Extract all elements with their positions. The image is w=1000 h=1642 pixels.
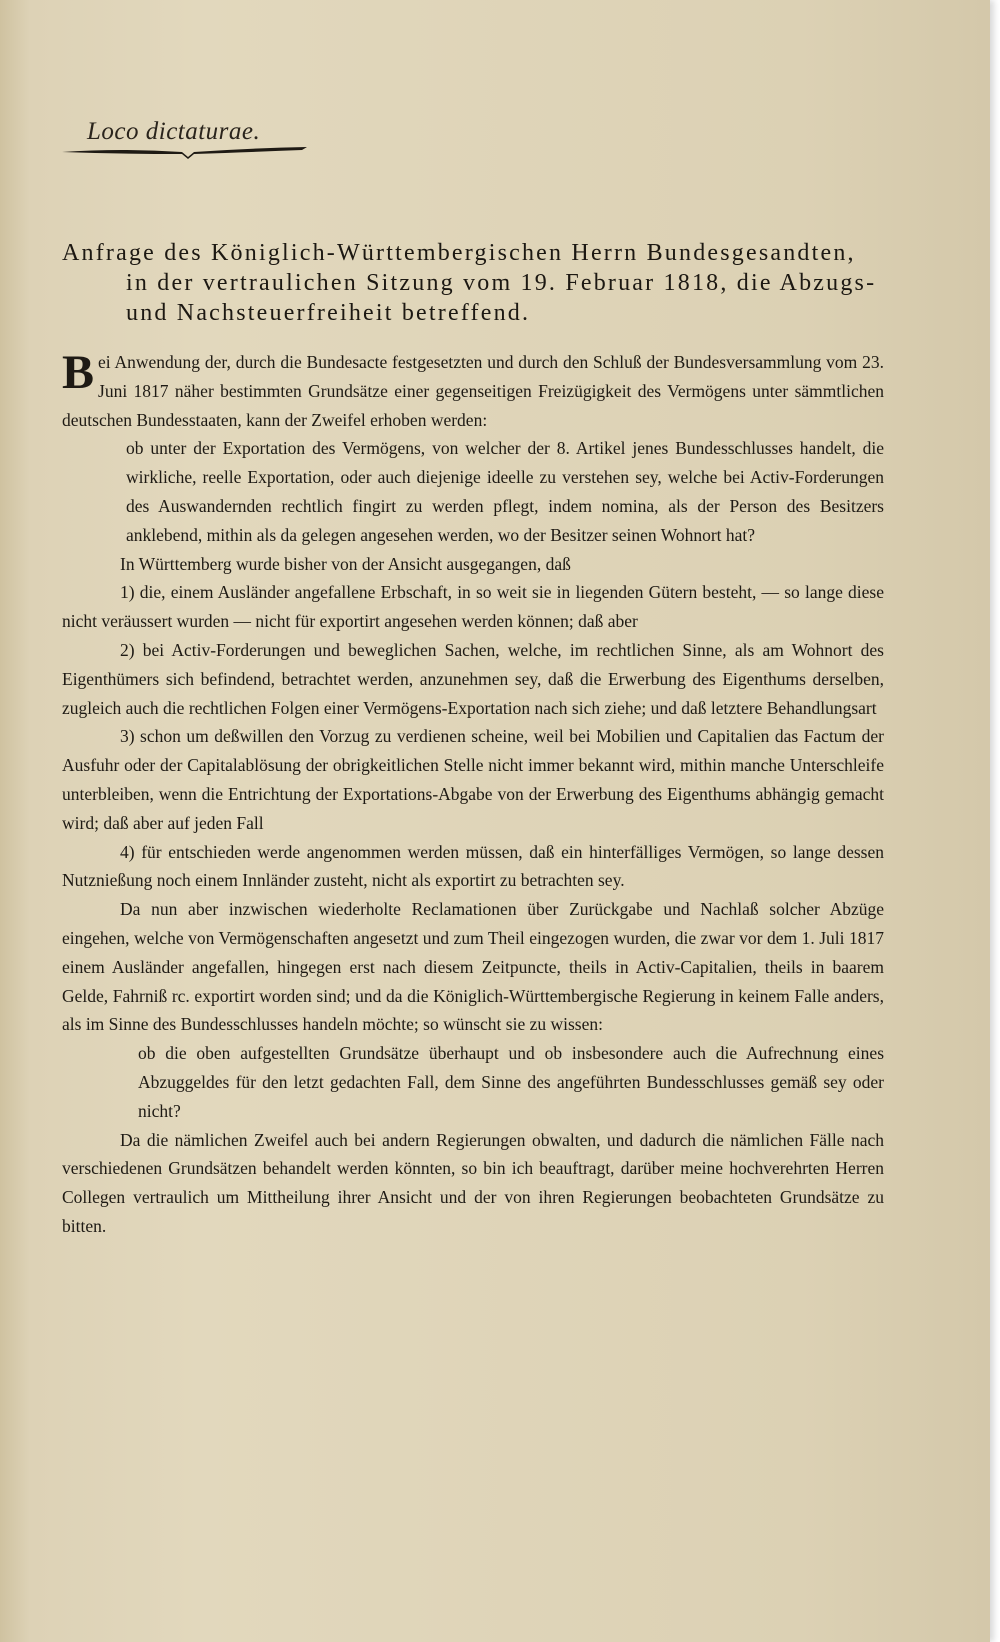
paragraph-reclamations: Da nun aber inzwischen wiederholte Reclamationen über Zurückgabe und Nachlaß solcher Abzüge eingehen, welche von Vermögenschaften angesetzt und zum Theil eingezogen wurden, die zwar vor dem 1. Juli 1817 einem Ausländer angefallen, hingegen erst nach diesem Zeitpuncte, theils in Activ-Capitalien, theils in baarem Gelde, Fahrniß rc. exportirt worden sind; und da die Königlich-Württembergische Regierung in keinem Falle anders, als im Sinne des Bundesschlusses handeln möchte; so wünscht sie zu wissen:: [62, 899, 884, 1035]
point-2: 2) bei Activ-Forderungen und beweglichen Sachen, welche, im rechtlichen Sinne, als am Wohnort des Eigenthümers sich befindend, betrachtet werden, anzunehmen sey, daß die Erwerbung des Eigenthums derselben, zugleich auch die rechtlichen Folgen einer Vermögens-Exportation nach sich ziehe; und daß letztere Behandlungsart: [62, 639, 884, 718]
question-2: ob die oben aufgestellten Grundsätze überhaupt und ob insbesondere auch die Aufrechnung eines Abzuggeldes für den letzt gedachten Fall, dem Sinne des angeführten Bundesschlusses gemäß sey oder nicht?: [138, 1043, 884, 1121]
document-title: [62, 238, 892, 328]
document-body: [62, 348, 884, 1241]
question-1: ob unter der Exportation des Vermögens, von welcher der 8. Artikel jenes Bundesschlusses handelt, die wirkliche, reelle Exportation, oder auch diejenige ideelle zu verstehen sey, welche bei Activ-Forderungen des Auswandernden rechtlich fingirt zu werden pflegt, indem nomina, als der Person des Besitzers anklebend, mithin als da gelegen angesehen werden, wo der Besitzer seinen Wohnort hat?: [126, 438, 884, 545]
paragraph-closing: Da die nämlichen Zweifel auch bei andern Regierungen obwalten, und dadurch die nämlichen Fälle nach verschiedenen Grundsätzen behandelt werden könnten, so bin ich beauftragt, darüber meine hochverehrten Herren Collegen vertraulich um Mittheilung ihrer Ansicht und der von ihren Regierungen beobachteten Grundsätze zu bitten.: [62, 1129, 884, 1236]
paragraph-intro: [62, 348, 884, 434]
point-3: 3) schon um deßwillen den Vorzug zu verdienen scheine, weil bei Mobilien und Capitalien das Factum der Ausfuhr oder der Capitalablösung der obrigkeitlichen Stelle nicht immer bekannt wird, mithin manche Unterschleife unterbleiben, wenn die Entrichtung der Exportations-Abgabe von der Erwerbung des Eigenthums abhängig gemacht wird; daß aber auf jeden Fall: [62, 726, 884, 833]
loco-dictaturae-heading: Loco dictaturae.: [87, 118, 261, 145]
point-4: 4) für entschieden werde angenommen werden müssen, daß ein hinterfälliges Vermögen, so lange dessen Nutznießung noch einem Innländer zusteht, nicht als exportirt zu betrachten sey.: [62, 841, 884, 891]
ornamental-flourish: [62, 146, 312, 162]
paragraph-wuerttemberg: In Württemberg wurde bisher von der Ansicht ausgegangen, daß: [120, 553, 571, 574]
paragraph-intro-text: ei Anwendung der, durch die Bundesacte festgesetzten und durch den Schluß der Bundesversammlung vom 23. Juni 1817 näher bestimmten Grundsätze einer gegenseitigen Freizügigkeit des Vermögens unter sämmtlichen deutschen Bundesstaaten, kann der Zweifel erhoben werden:: [62, 352, 884, 430]
initial-letter: B: [62, 346, 95, 399]
title-line-1: Anfrage des Königlich-Württembergischen Herrn Bundesgesandten,: [62, 240, 856, 266]
title-line-2: in der vertraulichen Sitzung vom 19. Februar 1818, die Abzugs- und Nachsteuerfreiheit betreffend.: [126, 270, 877, 326]
point-1: 1) die, einem Ausländer angefallene Erbschaft, in so weit sie in liegenden Gütern besteht, — so lange diese nicht veräussert wurden — nicht für exportirt angesehen werden können; daß aber: [62, 582, 884, 632]
